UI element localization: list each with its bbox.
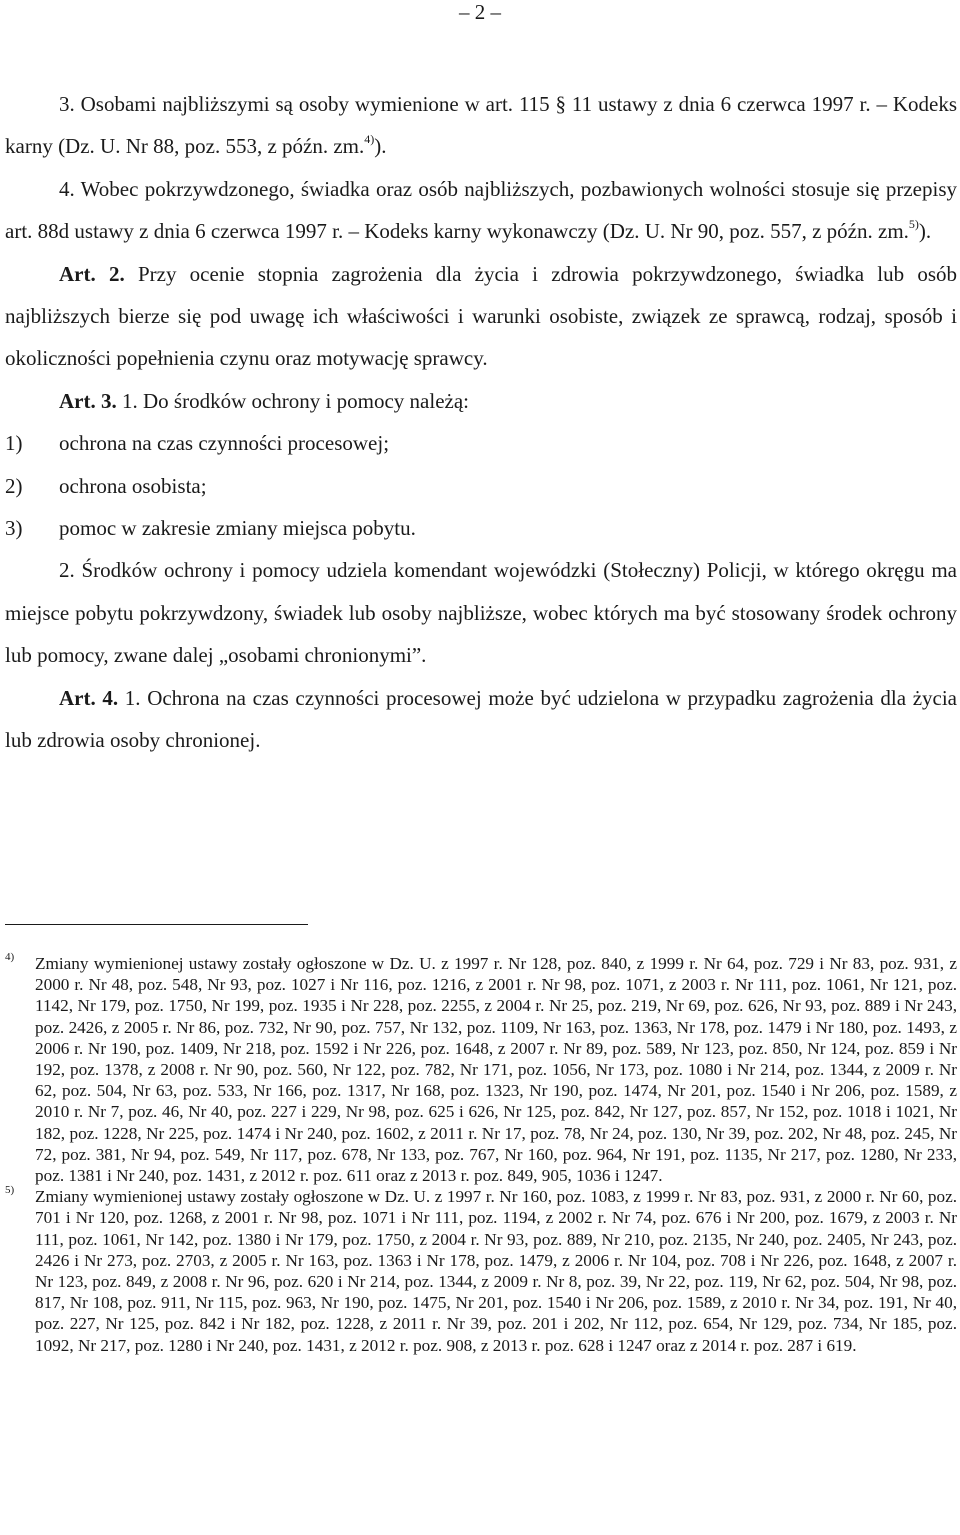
footnote-ref-4[interactable]: 4) bbox=[364, 132, 375, 147]
article-3-label: Art. 3. bbox=[59, 388, 117, 413]
footnote-ref-5[interactable]: 5) bbox=[908, 217, 919, 232]
paragraph-3: 3. Osobami najbliższymi są osoby wymienione w art. 115 § 11 ustawy z dnia 6 czerwca 1997 r. – Kodeks karny (Dz. U. Nr 88, poz. 553, z późn. zm.$^{4)}$). bbox=[5, 92, 957, 159]
list-item: 2) ochrona osobista; bbox=[5, 473, 207, 498]
document-body bbox=[5, 83, 957, 762]
article-4-label: Art. 4. bbox=[59, 685, 119, 710]
list-item: 1) ochrona na czas czynności procesowej; bbox=[5, 431, 390, 456]
paragraph-4: 4. Wobec pokrzywdzonego, świadka oraz osób najbliższych, pozbawionych wolności stosuje się przepisy art. 88d ustawy z dnia 6 czerwca 1997 r. – Kodeks karny wykonawczy (Dz. U. Nr 90, poz. 557, z późn. zm.$^{5)}$). bbox=[5, 176, 957, 244]
article-4: Art. 4. 1. Ochrona na czas czynności procesowej może być udzielona w przypadku zagrożenia dla życia lub zdrowia osoby chronionej. bbox=[5, 685, 957, 753]
footnote-mark: 5) bbox=[5, 1184, 15, 1197]
footnote-separator bbox=[5, 924, 308, 925]
article-2-label: Art. 2. bbox=[59, 261, 125, 286]
article-3: Art. 3. 1. Do środków ochrony i pomocy należą: bbox=[59, 388, 469, 413]
article-3-paragraph-2: 2. Środków ochrony i pomocy udziela komendant wojewódzki (Stołeczny) Policji, w którego okręgu ma miejsce pobytu pokrzywdzony, świadek lub osoby najbliższe, wobec których ma być stosowany środek ochrony lub pomocy, zwane dalej „osobami chronionymi”. bbox=[5, 558, 957, 668]
footnote-4 bbox=[5, 953, 957, 1186]
footnote-text: Zmiany wymienionej ustawy zostały ogłoszone w Dz. U. z 1997 r. Nr 160, poz. 1083, z 1999 r. Nr 83, poz. 931, z 2000 r. Nr 60, poz. 701 i Nr 120, poz. 1268, z 2001 r. Nr 98, poz. 1071 i Nr 111, poz. 1194, z 2002 r. Nr 74, poz. 676 i Nr 200, poz. 1679, z 2003 r. Nr 111, poz. 1061, Nr 142, poz. 1380 i Nr 179, poz. 1750, z 2004 r. Nr 93, poz. 889, Nr 210, poz. 2135, Nr 240, poz. 2405, Nr 243, poz. 2426 i Nr 273, poz. 2703, z 2005 r. Nr 163, poz. 1363 i Nr 178, poz. 1479, z 2006 r. Nr 104, poz. 708 i Nr 226, poz. 1648, z 2007 r. Nr 123, poz. 849, z 2008 r. Nr 96, poz. 620 i Nr 214, poz. 1344, z 2009 r. Nr 8, poz. 39, Nr 22, poz. 119, Nr 62, poz. 504, Nr 98, poz. 817, Nr 108, poz. 911, Nr 115, poz. 963, Nr 190, poz. 1475, Nr 201, poz. 1540 i Nr 206, poz. 1589, z 2010 r. Nr 34, poz. 191, Nr 40, poz. 227, Nr 125, poz. 842 i Nr 182, poz. 1228, z 2011 r. Nr 39, poz. 201 i 202, Nr 112, poz. 654, Nr 129, poz. 734, Nr 185, poz. 1092, Nr 217, poz. 1280 i Nr 240, poz. 1431, z 2012 r. poz. 908, z 2013 r. poz. 628 i 1247 oraz z 2014 r. poz. 287 i 619. bbox=[35, 1187, 957, 1355]
list-item: 3) pomoc w zakresie zmiany miejsca pobytu. bbox=[5, 516, 416, 541]
footnote-text: Zmiany wymienionej ustawy zostały ogłoszone w Dz. U. z 1997 r. Nr 128, poz. 840, z 1999 r. Nr 64, poz. 729 i Nr 83, poz. 931, z 2000 r. Nr 48, poz. 548, Nr 93, poz. 1027 i Nr 116, poz. 1216, z 2001 r. Nr 98, poz. 1071, z 2003 r. Nr 111, poz. 1061, Nr 121, poz. 1142, Nr 179, poz. 1750, Nr 199, poz. 1935 i Nr 228, poz. 2255, z 2004 r. Nr 25, poz. 219, Nr 69, poz. 626, Nr 93, poz. 889 i Nr 243, poz. 2426, z 2005 r. Nr 86, poz. 732, Nr 90, poz. 757, Nr 132, poz. 1109, Nr 163, poz. 1363, Nr 178, poz. 1479 i Nr 180, poz. 1493, z 2006 r. Nr 190, poz. 1409, Nr 218, poz. 1592 i Nr 226, poz. 1648, z 2007 r. Nr 89, poz. 589, Nr 123, poz. 850, Nr 124, poz. 859 i Nr 192, poz. 1378, z 2008 r. Nr 90, poz. 560, Nr 122, poz. 782, Nr 171, poz. 1056, Nr 173, poz. 1080 i Nr 214, poz. 1344, z 2009 r. Nr 62, poz. 504, Nr 63, poz. 533, Nr 166, poz. 1317, Nr 168, poz. 1323, Nr 190, poz. 1474, Nr 201, poz. 1540 i Nr 206, poz. 1589, z 2010 r. Nr 7, poz. 46, Nr 40, poz. 227 i 229, Nr 98, poz. 625 i 626, Nr 125, poz. 842, Nr 127, poz. 857, Nr 152, poz. 1018 i 1021, Nr 182, poz. 1228, Nr 225, poz. 1474 i Nr 240, poz. 1602, z 2011 r. Nr 17, poz. 78, Nr 24, poz. 130, Nr 39, poz. 202, Nr 48, poz. 245, Nr 72, poz. 381, Nr 94, poz. 549, Nr 117, poz. 678, Nr 133, poz. 767, Nr 160, poz. 964, Nr 191, poz. 1135, Nr 217, poz. 1280, Nr 233, poz. 1381 i Nr 240, poz. 1431, z 2012 r. poz. 611 oraz z 2013 r. poz. 849, 905, 1036 i 1247. bbox=[35, 954, 957, 1186]
footnotes bbox=[5, 953, 957, 1356]
page-number: – 2 – bbox=[459, 0, 501, 24]
footnote-mark: 4) bbox=[5, 951, 15, 963]
footnote-5 bbox=[5, 1186, 957, 1356]
article-2: Art. 2. Przy ocenie stopnia zagrożenia dla życia i zdrowia pokrzywdzonego, świadka lub osób najbliższych bierze się pod uwagę ich właściwości i warunki osobiste, związek ze sprawcą, rodzaj, sposób i okoliczności popełnienia czynu oraz motywację sprawcy. bbox=[5, 261, 957, 371]
